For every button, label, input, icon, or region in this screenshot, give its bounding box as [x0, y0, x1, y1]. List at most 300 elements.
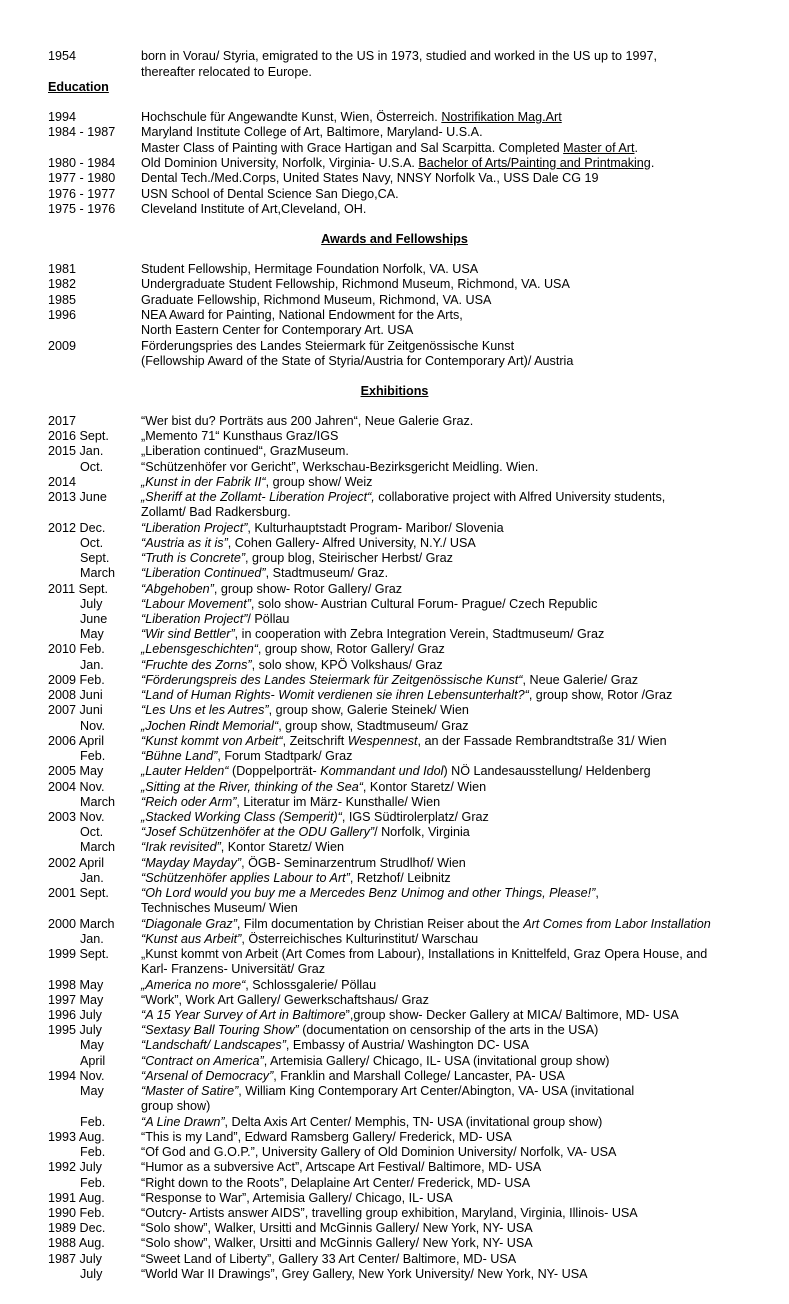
- exhibitions-title: „Kunst in der Fabrik II“: [141, 474, 266, 489]
- exhibitions-text: , Literatur im März- Kunsthalle/ Wien: [236, 794, 441, 809]
- exhibitions-title: “Förderungspreis des Landes Steiermark für Zeitgenössische Kunst“: [141, 672, 523, 687]
- exhibitions-date: 1990 Feb.: [48, 1205, 105, 1220]
- exhibitions-text: “Work”, Work Art Gallery/ Gewerkschaftshaus/ Graz: [141, 992, 429, 1007]
- exhibitions-date: 1995 July: [48, 1023, 102, 1038]
- awards-text: Graduate Fellowship, Richmond Museum, Richmond, VA. USA: [141, 292, 492, 307]
- exhibitions-description: [141, 687, 672, 703]
- education-degree: Nostrifikation Mag.Art: [441, 110, 562, 124]
- education-date: 1984 - 1987: [48, 125, 116, 140]
- exhibitions-title: “Liberation Project”: [141, 611, 248, 626]
- exhibitions-text: “This is my Land”, Edward Ramsberg Gallery/ Frederick, MD- USA: [141, 1129, 512, 1144]
- awards-date: 1996: [48, 307, 77, 322]
- exhibitions-description: [141, 504, 291, 520]
- exhibitions-title: “Labour Movement”: [141, 596, 251, 611]
- exhibitions-text: “Wer bist du? Porträts aus 200 Jahren“, Neue Galerie Graz.: [141, 414, 474, 428]
- exhibitions-description: [141, 946, 707, 962]
- exhibitions-title: “Liberation Project”: [141, 520, 248, 535]
- exhibitions-text: , Neue Galerie/ Graz: [522, 672, 638, 687]
- exhibitions-entry: [0, 748, 789, 764]
- exhibitions-title: „Jochen Rindt Memorial“: [141, 718, 279, 733]
- exhibitions-entry: [0, 474, 789, 490]
- awards-description: [141, 322, 413, 338]
- education-text: .: [650, 155, 655, 170]
- exhibitions-entry: [0, 1159, 789, 1175]
- exhibitions-date: Oct.: [80, 535, 104, 550]
- exhibitions-description: [141, 459, 538, 475]
- exhibitions-description: [141, 626, 604, 642]
- exhibitions-description: [141, 779, 486, 795]
- exhibitions-entry: [0, 1144, 789, 1160]
- exhibitions-date: 1987 July: [48, 1251, 102, 1266]
- exhibitions-description: [141, 413, 473, 429]
- exhibitions-description: [141, 916, 711, 932]
- exhibitions-entry: [0, 931, 789, 947]
- exhibitions-title: „Lebensgeschichten“: [141, 642, 258, 657]
- exhibitions-description: [141, 733, 667, 749]
- exhibitions-entry: [0, 839, 789, 855]
- exhibitions-entry: [0, 1190, 789, 1206]
- education-text: Dental Tech./Med.Corps, United States Navy, NNSY Norfolk Va., USS Dale CG 19: [141, 171, 599, 186]
- education-date: 1976 - 1977: [48, 186, 116, 201]
- exhibitions-text: , ÖGB- Seminarzentrum Strudlhof/ Wien: [241, 855, 466, 870]
- exhibitions-entry: [0, 1037, 789, 1053]
- exhibitions-title: Wespennest: [347, 733, 418, 748]
- exhibitions-text: Technisches Museum/ Wien: [141, 901, 298, 916]
- exhibitions-entry: [0, 763, 789, 779]
- exhibitions-text: , group blog, Steirischer Herbst/ Graz: [245, 551, 453, 566]
- exhibitions-description: [141, 763, 651, 779]
- exhibitions-entry: [0, 428, 789, 444]
- exhibitions-text: / Norfolk, Virginia: [374, 825, 470, 840]
- exhibitions-entry: [0, 550, 789, 566]
- exhibitions-date: March: [80, 840, 115, 855]
- exhibitions-description: [141, 657, 443, 673]
- exhibitions-date: Oct.: [80, 825, 104, 840]
- education-text: .: [634, 140, 638, 155]
- awards-heading: Awards and Fellowships: [321, 232, 468, 246]
- exhibitions-entry: [0, 900, 789, 916]
- awards-text: Förderungspries des Landes Steiermark für Zeitgenössische Kunst: [141, 338, 515, 353]
- awards-description: [141, 307, 463, 323]
- education-description: [141, 124, 483, 140]
- exhibitions-date: July: [80, 1266, 103, 1281]
- exhibitions-entry: [0, 779, 789, 795]
- exhibitions-text: „Liberation continued“, GrazMuseum.: [141, 444, 349, 459]
- exhibitions-text: , IGS Südtirolerplatz/ Graz: [341, 809, 489, 824]
- exhibitions-date: July: [80, 596, 103, 611]
- exhibitions-text: , Embassy of Austria/ Washington DC- USA: [285, 1038, 530, 1053]
- exhibitions-description: [141, 1037, 529, 1053]
- exhibitions-description: [141, 1068, 565, 1084]
- awards-description: [141, 276, 570, 292]
- exhibitions-date: 2002 April: [48, 855, 105, 870]
- exhibitions-text: “Solo show”, Walker, Ursitti and McGinnis Gallery/ New York, NY- USA: [141, 1221, 533, 1236]
- exhibitions-title: “Josef Schützenhöfer at the ODU Gallery”: [141, 825, 375, 840]
- exhibitions-date: 1994 Nov.: [48, 1068, 105, 1083]
- awards-text: North Eastern Center for Contemporary Art. USA: [141, 323, 414, 338]
- awards-date: 1985: [48, 292, 77, 307]
- education-description: [141, 140, 638, 156]
- exhibitions-description: [141, 1022, 598, 1038]
- exhibitions-title: “Landschaft/ Landscapes”: [141, 1038, 286, 1053]
- exhibitions-text: , solo show, KPÖ Volkshaus/ Graz: [251, 657, 443, 672]
- exhibitions-date: 1991 Aug.: [48, 1190, 105, 1205]
- awards-entry: [0, 338, 789, 354]
- education-text: Old Dominion University, Norfolk, Virginia- U.S.A.: [141, 155, 419, 170]
- exhibitions-date: 2007 Juni: [48, 703, 103, 718]
- exhibitions-description: [141, 1007, 679, 1023]
- exhibitions-description: [141, 596, 597, 612]
- exhibitions-description: [141, 1251, 516, 1267]
- education-entry: [0, 124, 789, 140]
- exhibitions-text: group show): [141, 1099, 211, 1114]
- exhibitions-entry: [0, 641, 789, 657]
- exhibitions-description: [141, 1266, 588, 1282]
- exhibitions-description: [141, 977, 376, 993]
- exhibitions-entry: [0, 870, 789, 886]
- exhibitions-entry: [0, 1068, 789, 1084]
- exhibitions-description: [141, 672, 638, 688]
- exhibitions-entry: [0, 657, 789, 673]
- exhibitions-title: “Kunst kommt von Arbeit“: [141, 733, 283, 748]
- exhibitions-title: “Land of Human Rights- Womit verdienen sie ihren Lebensunterhalt?“: [141, 688, 529, 703]
- exhibitions-title: “Austria as it is”: [141, 535, 228, 550]
- exhibitions-date: 1989 Dec.: [48, 1221, 106, 1236]
- exhibitions-date: Sept.: [80, 551, 110, 566]
- exhibitions-text: , Forum Stadtpark/ Graz: [217, 749, 353, 764]
- exhibitions-entry: [0, 1022, 789, 1038]
- exhibitions-text: „Memento 71“ Kunsthaus Graz/IGS: [141, 429, 339, 444]
- education-entry: [0, 201, 789, 217]
- exhibitions-entry: [0, 718, 789, 734]
- exhibitions-entry: [0, 824, 789, 840]
- exhibitions-date: 1998 May: [48, 977, 104, 992]
- exhibitions-description: [141, 520, 504, 536]
- exhibitions-text: , solo show- Austrian Cultural Forum- Prague/ Czech Republic: [250, 596, 598, 611]
- exhibitions-title: “Kunst aus Arbeit”: [141, 931, 242, 946]
- exhibitions-date: 2016 Sept.: [48, 429, 109, 444]
- exhibitions-description: [141, 474, 372, 490]
- exhibitions-description: [141, 489, 665, 505]
- exhibitions-text: , Schlossgalerie/ Pöllau: [245, 977, 377, 992]
- education-heading: Education: [48, 80, 109, 94]
- awards-entry: [0, 322, 789, 338]
- exhibitions-description: [141, 1114, 602, 1130]
- education-heading-row: [0, 79, 789, 95]
- exhibitions-description: [141, 1235, 533, 1251]
- exhibitions-title: “Master of Satire”: [141, 1084, 239, 1099]
- exhibitions-title: “Abgehoben”: [141, 581, 214, 596]
- exhibitions-title: “Schützenhöfer applies Labour to Art”: [141, 870, 350, 885]
- exhibitions-entry: [0, 855, 789, 871]
- exhibitions-date: 2013 June: [48, 490, 107, 505]
- exhibitions-entry: [0, 443, 789, 459]
- exhibitions-description: [141, 718, 469, 734]
- exhibitions-date: June: [80, 611, 108, 626]
- exhibitions-description: [141, 535, 476, 551]
- exhibitions-entry: [0, 1098, 789, 1114]
- awards-date: 2009: [48, 338, 77, 353]
- exhibitions-entry: [0, 1129, 789, 1145]
- exhibitions-date: 2001 Sept.: [48, 886, 109, 901]
- exhibitions-title: „America no more“: [141, 977, 246, 992]
- exhibitions-text: “Outcry- Artists answer AIDS”, travelling group exhibition, Maryland, Virginia, Illinois- USA: [141, 1205, 638, 1220]
- exhibitions-entry: [0, 992, 789, 1008]
- exhibitions-text: , William King Contemporary Art Center/Abington, VA- USA (invitational: [238, 1084, 635, 1099]
- exhibitions-entry: [0, 1007, 789, 1023]
- awards-text: Undergraduate Student Fellowship, Richmond Museum, Richmond, VA. USA: [141, 277, 570, 292]
- intro-line1: born in Vorau/ Styria, emigrated to the US in 1973, studied and worked in the US up to 1997,: [141, 49, 657, 63]
- exhibitions-date: Feb.: [80, 1145, 106, 1160]
- exhibitions-description: [141, 550, 453, 566]
- exhibitions-description: [141, 870, 451, 886]
- exhibitions-date: 2010 Feb.: [48, 642, 105, 657]
- exhibitions-text: Karl- Franzens- Universität/ Graz: [141, 962, 326, 977]
- exhibitions-description: [141, 1205, 638, 1221]
- exhibitions-text: , in cooperation with Zebra Integration Verein, Stadtmuseum/ Graz: [234, 627, 605, 642]
- exhibitions-title: “Arsenal of Democracy”: [141, 1068, 274, 1083]
- exhibitions-title: “A 15 Year Survey of Art in Baltimore: [141, 1007, 346, 1022]
- exhibitions-description: [141, 1098, 210, 1114]
- exhibitions-title: “Contract on America”: [141, 1053, 264, 1068]
- exhibitions-entry: [0, 1251, 789, 1267]
- education-description: [141, 155, 654, 171]
- exhibitions-date: 2008 Juni: [48, 688, 103, 703]
- exhibitions-text: , Delta Axis Art Center/ Memphis, TN- USA (invitational group show): [224, 1114, 603, 1129]
- exhibitions-text: / Pöllau: [247, 611, 290, 626]
- exhibitions-date: Jan.: [80, 870, 104, 885]
- exhibitions-text: ”,group show- Decker Gallery at MICA/ Baltimore, MD- USA: [345, 1007, 679, 1022]
- exhibitions-description: [141, 1190, 453, 1206]
- exhibitions-description: [141, 702, 469, 718]
- intro-line2: thereafter relocated to Europe.: [141, 65, 312, 79]
- awards-text: Student Fellowship, Hermitage Foundation Norfolk, VA. USA: [141, 262, 479, 276]
- exhibitions-entry: [0, 1220, 789, 1236]
- awards-entry: [0, 276, 789, 292]
- exhibitions-date: 1999 Sept.: [48, 947, 109, 962]
- exhibitions-text: , Österreichisches Kulturinstitut/ Warschau: [241, 931, 479, 946]
- exhibitions-date: May: [80, 1084, 104, 1099]
- exhibitions-text: , group show/ Weiz: [265, 474, 373, 489]
- exhibitions-text: “Humor as a subversive Act”, Artscape Art Festival/ Baltimore, MD- USA: [141, 1160, 542, 1175]
- exhibitions-entry: [0, 809, 789, 825]
- exhibitions-description: [141, 748, 352, 764]
- exhibitions-description: [141, 1083, 634, 1099]
- exhibitions-entry: [0, 1205, 789, 1221]
- exhibitions-text: , group show, Galerie Steinek/ Wien: [268, 703, 469, 718]
- exhibitions-title: “Mayday Mayday”: [141, 855, 242, 870]
- exhibitions-entry: [0, 1053, 789, 1069]
- education-entry: [0, 155, 789, 171]
- exhibitions-text: ,: [595, 886, 599, 901]
- exhibitions-description: [141, 1144, 616, 1160]
- exhibitions-date: 2011 Sept.: [48, 581, 108, 596]
- exhibitions-description: [141, 1159, 541, 1175]
- exhibitions-date: Jan.: [80, 931, 104, 946]
- exhibitions-description: [141, 855, 466, 871]
- exhibitions-title: „Sitting at the River, thinking of the Sea“: [141, 779, 363, 794]
- exhibitions-description: [141, 794, 440, 810]
- exhibitions-text: “Response to War”, Artemisia Gallery/ Chicago, IL- USA: [141, 1190, 453, 1205]
- exhibitions-entry: [0, 596, 789, 612]
- exhibitions-text: (documentation on censorship of the arts in the USA): [298, 1023, 599, 1038]
- exhibitions-entry: [0, 1083, 789, 1099]
- exhibitions-entry: [0, 794, 789, 810]
- exhibitions-date: 2012 Dec.: [48, 520, 106, 535]
- exhibitions-description: [141, 961, 325, 977]
- exhibitions-description: [141, 839, 344, 855]
- exhibitions-entry: [0, 977, 789, 993]
- education-text: Cleveland Institute of Art,Cleveland, OH.: [141, 201, 367, 216]
- exhibitions-text: , Franklin and Marshall College/ Lancaster, PA- USA: [273, 1068, 565, 1083]
- exhibitions-title: “Bühne Land”: [141, 749, 218, 764]
- exhibitions-entry: [0, 885, 789, 901]
- exhibitions-date: 2004 Nov.: [48, 779, 105, 794]
- exhibitions-date: Nov.: [80, 718, 105, 733]
- exhibitions-text: “Sweet Land of Liberty”, Gallery 33 Art Center/ Baltimore, MD- USA: [141, 1251, 517, 1266]
- exhibitions-title: “Fruchte des Zorns”: [141, 657, 252, 672]
- exhibitions-title: “Diagonale Graz”: [141, 916, 237, 931]
- exhibitions-description: [141, 1220, 533, 1236]
- exhibitions-entry: [0, 1114, 789, 1130]
- exhibitions-text: “World War II Drawings”, Grey Gallery, New York University/ New York, NY- USA: [141, 1266, 588, 1281]
- exhibitions-text: “Right down to the Roots”, Delaplaine Art Center/ Frederick, MD- USA: [141, 1175, 531, 1190]
- exhibitions-date: 2005 May: [48, 764, 104, 779]
- exhibitions-text: “Solo show”, Walker, Ursitti and McGinnis Gallery/ New York, NY- USA: [141, 1236, 533, 1251]
- education-entry: [0, 109, 789, 125]
- exhibitions-text: , Zeitschrift: [282, 733, 348, 748]
- exhibitions-text: „Kunst kommt von Arbeit (Art Comes from Labour), Installations in Knittelfeld, Graz Opera House, and: [141, 947, 708, 962]
- education-date: 1980 - 1984: [48, 155, 116, 170]
- exhibitions-description: [141, 428, 338, 444]
- exhibitions-entry: [0, 626, 789, 642]
- exhibitions-title: “Wir sind Bettler”: [141, 627, 235, 642]
- exhibitions-entry: [0, 459, 789, 475]
- exhibitions-entry: [0, 916, 789, 932]
- awards-description: [141, 338, 514, 354]
- education-date: 1975 - 1976: [48, 201, 116, 216]
- exhibitions-description: [141, 611, 289, 627]
- exhibitions-entry: [0, 504, 789, 520]
- exhibitions-title: “Irak revisited”: [141, 840, 221, 855]
- exhibitions-entry: [0, 946, 789, 962]
- exhibitions-description: [141, 992, 429, 1008]
- exhibitions-entry: [0, 535, 789, 551]
- exhibitions-entry: [0, 581, 789, 597]
- exhibitions-date: Feb.: [80, 1114, 106, 1129]
- exhibitions-date: 2009 Feb.: [48, 672, 105, 687]
- exhibitions-text: , group show, Rotor /Graz: [528, 688, 673, 703]
- exhibitions-title: „Stacked Working Class (Semperit)“: [141, 809, 342, 824]
- exhibitions-entry: [0, 413, 789, 429]
- exhibitions-date: April: [80, 1053, 106, 1068]
- exhibitions-entry: [0, 1175, 789, 1191]
- exhibitions-date: 2017: [48, 414, 77, 428]
- exhibitions-entry: [0, 1266, 789, 1282]
- awards-text: (Fellowship Award of the State of Styria/Austria for Contemporary Art)/ Austria: [141, 353, 574, 368]
- exhibitions-description: [141, 1129, 512, 1145]
- awards-entry: [0, 261, 789, 277]
- exhibitions-heading: Exhibitions: [360, 384, 429, 398]
- education-degree: Master of Art: [563, 140, 635, 155]
- exhibitions-text: collaborative project with Alfred University students,: [374, 490, 666, 505]
- exhibitions-date: 1988 Aug.: [48, 1236, 105, 1251]
- exhibitions-entry: [0, 611, 789, 627]
- exhibitions-description: [141, 931, 478, 947]
- exhibitions-description: [141, 809, 489, 825]
- exhibitions-entry: [0, 565, 789, 581]
- exhibitions-description: [141, 581, 402, 597]
- education-description: [141, 170, 599, 186]
- exhibitions-entry: [0, 961, 789, 977]
- exhibitions-title: Art Comes from Labor Installation: [523, 916, 711, 931]
- exhibitions-entry: [0, 520, 789, 536]
- awards-text: NEA Award for Painting, National Endowment for the Arts,: [141, 307, 463, 322]
- exhibitions-date: Oct.: [80, 459, 104, 474]
- exhibitions-date: March: [80, 566, 115, 581]
- exhibitions-text: , Cohen Gallery- Alfred University, N.Y./ USA: [227, 535, 476, 550]
- education-entry: [0, 140, 789, 156]
- education-entry: [0, 170, 789, 186]
- exhibitions-date: 2006 April: [48, 733, 105, 748]
- exhibitions-text: , group show, Stadtmuseum/ Graz: [278, 718, 469, 733]
- exhibitions-date: 2014: [48, 474, 77, 489]
- awards-description: [141, 353, 573, 369]
- awards-entry: [0, 353, 789, 369]
- exhibitions-entry: [0, 1235, 789, 1251]
- education-date: 1994: [48, 110, 77, 124]
- intro-row: [0, 64, 789, 80]
- exhibitions-text: , Film documentation by Christian Reiser about the: [236, 916, 524, 931]
- education-text: Maryland Institute College of Art, Baltimore, Maryland- U.S.A.: [141, 125, 483, 140]
- exhibitions-description: [141, 565, 388, 581]
- exhibitions-title: “Sextasy Ball Touring Show”: [141, 1023, 299, 1038]
- exhibitions-description: [141, 1053, 610, 1069]
- exhibitions-title: Kommandant und Idol: [320, 764, 444, 779]
- education-description: [141, 201, 366, 217]
- exhibitions-text: , group show- Rotor Gallery/ Graz: [213, 581, 403, 596]
- education-text: Hochschule für Angewandte Kunst, Wien, Österreich.: [141, 110, 442, 124]
- exhibitions-title: „Lauter Helden“: [141, 764, 229, 779]
- exhibitions-description: [141, 641, 445, 657]
- education-degree: Bachelor of Arts/Painting and Printmaking: [418, 155, 651, 170]
- exhibitions-description: [141, 900, 298, 916]
- education-description: [141, 109, 562, 125]
- exhibitions-date: 2003 Nov.: [48, 809, 105, 824]
- exhibitions-date: May: [80, 1038, 104, 1053]
- exhibitions-date: Feb.: [80, 749, 106, 764]
- exhibitions-date: March: [80, 794, 115, 809]
- intro-year: 1954: [48, 49, 77, 63]
- exhibitions-date: 1993 Aug.: [48, 1129, 105, 1144]
- awards-entry: [0, 307, 789, 323]
- exhibitions-text: , Retzhof/ Leibnitz: [349, 870, 451, 885]
- exhibitions-description: [141, 824, 470, 840]
- exhibitions-title: „Sheriff at the Zollamt- Liberation Project“,: [141, 490, 375, 505]
- exhibitions-text: ) NÖ Landesausstellung/ Heldenberg: [443, 764, 651, 779]
- exhibitions-text: Zollamt/ Bad Radkersburg.: [141, 505, 291, 520]
- exhibitions-description: [141, 1175, 530, 1191]
- exhibitions-date: 1996 July: [48, 1007, 102, 1022]
- education-description: [141, 186, 399, 202]
- exhibitions-text: , Kulturhauptstadt Program- Maribor/ Slovenia: [247, 520, 504, 535]
- exhibitions-date: May: [80, 627, 104, 642]
- exhibitions-description: [141, 885, 599, 901]
- exhibitions-title: “Truth is Concrete”: [141, 551, 246, 566]
- exhibitions-entry: [0, 702, 789, 718]
- exhibitions-date: 2015 Jan.: [48, 444, 104, 459]
- exhibitions-title: “Les Uns et les Autres”: [141, 703, 269, 718]
